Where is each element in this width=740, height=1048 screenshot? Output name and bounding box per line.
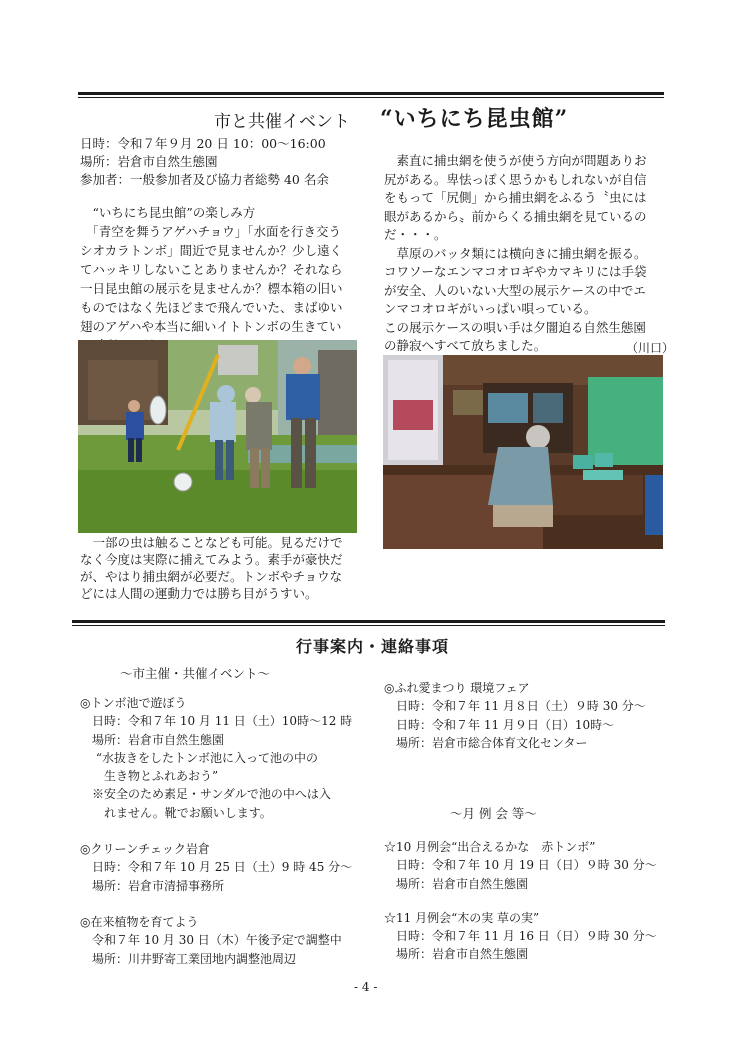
event-title: “いちにち昆虫館” [380, 106, 569, 132]
event-item [80, 840, 352, 895]
event-item-line: 日時：令和７年 10 月 25 日（土）9 時 45 分〜 [80, 860, 353, 875]
para-line: 眼があるから〟前からくる捕虫網を見ているの [384, 208, 647, 224]
event-item [80, 913, 352, 968]
para-line: が、やはり捕虫網が必要だ。トンボやチョウな [80, 569, 343, 584]
event-item-line: 日時：令和７年 11 月８日（土）９時 30 分〜 [384, 699, 646, 714]
event-item-line: 場所：岩倉市清掃事務所 [80, 878, 225, 893]
event-item-title: ◎ふれ愛まつり 環境フェア [384, 681, 530, 695]
photo-field-insect-catching [78, 340, 357, 533]
schedule-rule [72, 620, 665, 623]
event-item-line: 生き物とふれあおう” [80, 769, 219, 784]
para-line: だ・・・。 [384, 227, 447, 242]
event-kicker: 市と共催イベント [214, 112, 350, 132]
event-item-line: れません。靴でお願いします。 [80, 805, 272, 820]
monthly-item-line: 場所：岩倉市自然生態園 [384, 947, 529, 962]
para-line: をもって「尻側」から捕虫網をふるう〝虫には [384, 190, 647, 205]
para-line: 尻がある。卑怯っぽく思うかもしれないが自信 [384, 171, 647, 187]
event-item-line: 場所：岩倉市自然生態園 [80, 732, 225, 747]
para-line: 一部の虫は触ることなども可能。見るだけで [80, 535, 343, 550]
monthly-item [384, 838, 657, 893]
right-paragraph [384, 152, 647, 356]
monthly-item-title: ☆11 月例会“木の実 草の実” [384, 910, 540, 925]
monthly-item-line: 日時：令和７年 10 月 19 日（日）９時 30 分〜 [384, 858, 657, 873]
para-line: 草原のバッタ類には横向きに捕虫網を振る。 [384, 245, 647, 261]
author-credit: （川口） [626, 341, 675, 355]
event-item-line: 場所：岩倉市総合体育文化センター [384, 735, 588, 750]
left-paragraph [80, 203, 343, 355]
left-paragraph-2 [80, 534, 343, 602]
info-line: 参加者：一般参加者及び協力者総勢 40 名余 [80, 172, 329, 187]
event-item-title: ◎在来植物を育てよう [80, 914, 199, 929]
event-item-line: ※安全のため素足・サンダルで池の中へは入 [80, 787, 331, 802]
page-number: - 4 - [354, 980, 378, 994]
para-line: てハッキリしないことありませんか？それなら [80, 262, 343, 277]
schedule-right-monthly [384, 838, 657, 964]
para-line: 一日昆虫館の展示を見ませんか？標本箱の旧い [80, 281, 343, 296]
para-line: 「青空を舞うアゲハチョウ」「水面を行き交う [80, 224, 342, 239]
event-item-line: 令和７年 10 月 30 日（木）午後予定で調整中 [80, 933, 342, 948]
event-item-line: 日時：令和７年 11 月９日（日）10時〜 [384, 717, 615, 732]
schedule-sub-monthly: 〜月 例 会 等〜 [450, 806, 537, 821]
event-info [80, 135, 329, 189]
para-line: 素直に捕虫網を使うが使う方向が問題ありお [384, 153, 647, 168]
monthly-item-line: 場所：岩倉市自然生態園 [384, 876, 529, 891]
event-item [80, 694, 352, 822]
schedule-sub-city: 〜市主催・共催イベント〜 [120, 666, 271, 681]
schedule-left-column [80, 694, 352, 968]
para-line: ものではなく先ほどまで飛んでいた、まばゆい [80, 300, 343, 315]
para-line: が安全、人のいない大型の展示ケースの中でエ [384, 282, 646, 298]
monthly-item-line: 日時：令和７年 11 月 16 日（日）９時 30 分〜 [384, 929, 657, 944]
para-line: 翅のアゲハや本当に細いイトトンボの生きてい [80, 319, 342, 334]
schedule-right-top [384, 679, 646, 752]
event-item-line: “水抜きをしたトンボ池に入って池の中の [80, 750, 318, 765]
top-rule-thin [78, 97, 664, 98]
event-item-title: ◎トンボ池で遊ぼう [80, 696, 187, 710]
para-line: ンマコオロギがいっぱい唄っている。 [384, 301, 597, 316]
event-item-title: ◎クリーンチェック岩倉 [80, 842, 210, 857]
info-line: 場所：岩倉市自然生態園 [80, 154, 218, 169]
info-line: 日時：令和７年９月 20 日 10：00〜16:00 [80, 136, 326, 151]
para-line: コワソーなエンマコオロギやカマキリには手袋 [384, 264, 647, 279]
para-line: の静寂へすべて放ちました。 [384, 338, 547, 353]
monthly-item [384, 909, 657, 964]
event-item-line: 場所：川井野寄工業団地内調整池周辺 [80, 951, 297, 966]
event-item-line: 日時：令和７年 10 月 11 日（土）10時〜12 時 [80, 714, 353, 729]
schedule-title: 行事案内・連絡事項 [296, 637, 450, 656]
photo-exhibit-room [383, 355, 663, 549]
schedule-rule-thin [72, 625, 665, 626]
top-rule [78, 92, 664, 95]
para-line: なく今度は実際に捕えてみよう。素手が豪快だ [80, 552, 343, 567]
para-line: この展示ケースの唄い手は夕闇迫る自然生態園 [384, 319, 646, 335]
para-line: シオカラトンボ」間近で見ませんか？少し遠く [80, 243, 343, 258]
monthly-item-title: ☆10 月例会“出合えるかな 赤トンボ” [384, 840, 596, 854]
para-line: “いちにち昆虫館”の楽しみ方 [80, 205, 256, 220]
para-line: どには人間の運動力では勝ち目がうすい。 [80, 586, 318, 601]
